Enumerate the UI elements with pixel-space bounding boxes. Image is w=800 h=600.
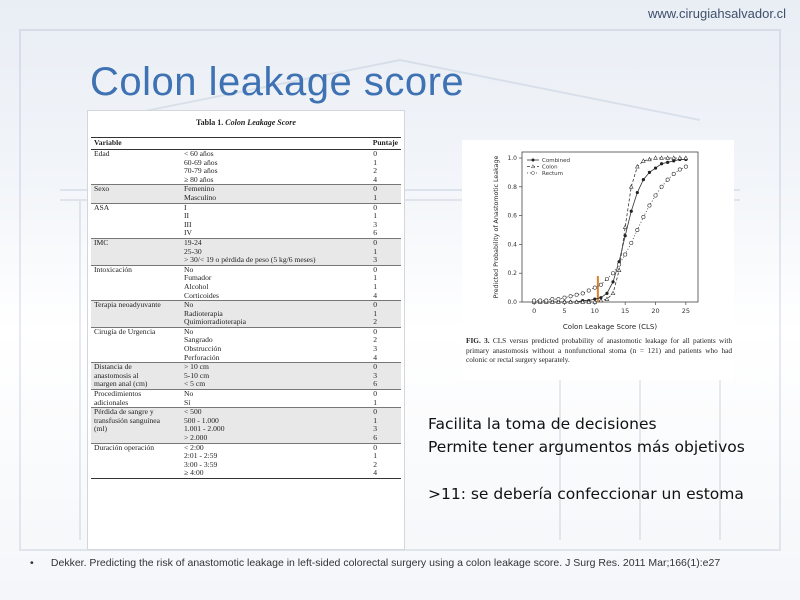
data-point-rectum xyxy=(648,204,651,207)
cell-variable xyxy=(91,327,181,362)
cell-points-line: 4 xyxy=(373,468,377,478)
data-point-combined xyxy=(672,159,675,162)
cell-points-line: 0 xyxy=(373,237,377,247)
cell-variable xyxy=(91,150,181,185)
table-row xyxy=(91,301,401,328)
cell-variable xyxy=(91,203,181,238)
cell-options-line: Fumador xyxy=(184,273,212,283)
cell-points-line: 0 xyxy=(373,202,377,212)
figure-caption xyxy=(466,336,732,365)
cell-points-line: 0 xyxy=(373,407,377,417)
data-point-combined xyxy=(648,171,651,174)
data-point-combined xyxy=(605,292,608,295)
y-tick-label: 0.6 xyxy=(507,212,517,220)
cell-options-line: Corticoides xyxy=(184,290,220,300)
reference xyxy=(30,557,790,569)
column-header-options xyxy=(181,138,367,150)
data-point-rectum xyxy=(636,228,639,231)
data-point-rectum xyxy=(630,241,633,244)
cell-options xyxy=(181,327,367,362)
cell-options-line: IV xyxy=(184,228,193,238)
cell-options-line: 60-69 años xyxy=(184,157,218,167)
cell-options-line: 19-24 xyxy=(184,237,202,247)
cell-variable-line: anastomosis al xyxy=(94,370,139,380)
legend-marker-rectum xyxy=(532,172,535,175)
y-tick-label: 0.8 xyxy=(507,183,517,191)
cell-options-line: 25-30 xyxy=(184,246,202,256)
cell-points-line: 3 xyxy=(373,219,377,229)
cell-variable xyxy=(91,443,181,478)
cell-variable-line: IMC xyxy=(94,237,109,247)
probability-figure xyxy=(462,140,734,380)
cell-points-line: 0 xyxy=(373,389,377,399)
cell-points xyxy=(367,363,401,390)
cell-points-line: 1 xyxy=(373,273,377,283)
cell-options-line: > 10 cm xyxy=(184,362,209,372)
cell-points xyxy=(367,265,401,300)
legend-marker-combined xyxy=(532,159,535,162)
cell-variable xyxy=(91,408,181,443)
cell-options-line: III xyxy=(184,219,192,229)
cell-options xyxy=(181,301,367,328)
x-tick-label: 10 xyxy=(590,307,599,315)
cell-points-line: 3 xyxy=(373,255,377,265)
y-tick-label: 0.4 xyxy=(507,241,517,249)
cell-options-line: No xyxy=(184,389,194,399)
data-point-rectum xyxy=(587,289,590,292)
cell-options-line: Radioterapia xyxy=(184,308,223,318)
column-header-points: Puntaje xyxy=(367,138,401,150)
x-tick-label: 0 xyxy=(532,307,537,315)
cell-variable-line: Duración operación xyxy=(94,442,155,452)
data-point-rectum xyxy=(660,185,663,188)
data-point-combined xyxy=(636,191,639,194)
cell-options-line: II xyxy=(184,211,190,221)
cell-points-line: 3 xyxy=(373,370,377,380)
table-row xyxy=(91,150,401,185)
cell-points-line: 2 xyxy=(373,166,377,176)
cell-variable-line: Distancia de xyxy=(94,362,132,372)
table-row xyxy=(91,185,401,203)
cell-points-line: 2 xyxy=(373,459,377,469)
cell-points xyxy=(367,327,401,362)
cell-options-line: Sí xyxy=(184,397,191,407)
x-tick-label: 5 xyxy=(562,307,567,315)
cell-options-line: No xyxy=(184,300,194,310)
figure-caption-label: FIG. 3. xyxy=(466,336,490,345)
series-line-combined xyxy=(534,159,686,302)
cell-variable xyxy=(91,265,181,300)
cell-options xyxy=(181,363,367,390)
data-point-combined xyxy=(654,166,657,169)
cell-variable-line: Sexo xyxy=(94,184,110,194)
cell-points-line: 1 xyxy=(373,192,377,202)
legend-label-colon: Colon xyxy=(542,164,558,171)
legend-label-combined: Combined xyxy=(542,158,570,164)
cell-points-line: 6 xyxy=(373,433,377,442)
cell-points-line: 6 xyxy=(373,379,377,389)
cell-options-line: > 2.000 xyxy=(184,433,208,442)
table-caption-prefix: Tabla 1. xyxy=(196,118,224,127)
cell-options-line: ≥ 4:00 xyxy=(184,468,204,478)
data-point-colon xyxy=(623,225,627,228)
cell-options-line: I xyxy=(184,202,187,212)
cell-points-line: 4 xyxy=(373,290,377,300)
table-row xyxy=(91,203,401,238)
column-header-variable: Variable xyxy=(91,138,181,150)
table-row xyxy=(91,327,401,362)
cell-points xyxy=(367,443,401,478)
cell-options-line: Alcohol xyxy=(184,281,209,291)
table-row xyxy=(91,363,401,390)
note-line-1: Facilita la toma de decisiones xyxy=(428,415,657,433)
cell-variable-line: Edad xyxy=(94,149,110,158)
cell-variable-line: Pérdida de sangre y xyxy=(94,407,154,417)
data-point-rectum xyxy=(593,286,596,289)
cell-points-line: 4 xyxy=(373,352,377,362)
cell-options-line: No xyxy=(184,326,194,336)
cell-points-line: 4 xyxy=(373,174,377,184)
data-point-combined xyxy=(611,280,614,283)
table-row xyxy=(91,443,401,478)
data-point-colon xyxy=(611,291,615,294)
cell-options-line: 5-10 cm xyxy=(184,370,210,380)
cell-options-line: > 30/< 19 o pérdida de peso (5 kg/6 meses) xyxy=(184,255,316,265)
cell-options xyxy=(181,203,367,238)
probability-chart xyxy=(462,140,734,336)
cell-variable-line: (ml) xyxy=(94,424,108,434)
cell-points-line: 2 xyxy=(373,317,377,327)
data-point-rectum xyxy=(678,168,681,171)
cell-variable xyxy=(91,301,181,328)
cell-points xyxy=(367,238,401,265)
notes xyxy=(428,413,788,506)
cell-points xyxy=(367,150,401,185)
cell-options xyxy=(181,408,367,443)
data-point-rectum xyxy=(551,297,554,300)
x-tick-label: 25 xyxy=(681,307,691,315)
cell-points-line: 0 xyxy=(373,300,377,310)
y-axis-label: Predicted Probability of Anastomotic Leakage xyxy=(493,155,500,299)
cell-options xyxy=(181,238,367,265)
data-point-rectum xyxy=(654,194,657,197)
cell-options-line: 70-79 años xyxy=(184,166,218,176)
y-tick-label: 0.0 xyxy=(507,299,517,306)
figure-caption-text: CLS versus predicted probability of anastomotic leakage for all patients with primary anastomosis without a nonfunctional stoma (n = 121) and patients who had colonic or rectal surgery separately. xyxy=(466,336,733,364)
note-gap xyxy=(428,459,788,483)
y-tick-label: 0.2 xyxy=(507,270,517,278)
table-caption-title: Colon Leakage Score xyxy=(225,118,296,127)
cell-points-line: 1 xyxy=(373,451,377,461)
cell-points-line: 0 xyxy=(373,442,377,452)
cell-options xyxy=(181,185,367,203)
cell-variable-line: margen anal (cm) xyxy=(94,379,148,389)
data-point-rectum xyxy=(617,263,620,266)
cell-variable-line: adicionales xyxy=(94,397,129,407)
cell-points-line: 3 xyxy=(373,424,377,434)
cell-options-line: Sangrado xyxy=(184,335,213,345)
data-point-combined xyxy=(660,162,663,165)
table-body xyxy=(91,150,401,479)
y-tick-label: 1.0 xyxy=(507,155,517,162)
data-point-rectum xyxy=(605,277,608,280)
slide-title: Colon leakage score xyxy=(90,60,465,104)
cell-options-line: 3:00 - 3:59 xyxy=(184,459,218,469)
data-point-rectum xyxy=(539,299,542,302)
reference-text: Dekker. Predicting the risk of anastomotic leakage in left-sided colorectal surgery using a colon leakage score. J Surg Res. 2011 Mar;166(1):e27 xyxy=(50,557,721,569)
x-tick-label: 20 xyxy=(651,307,660,315)
cell-points-line: 6 xyxy=(373,228,377,238)
note-line-2: Permite tener argumentos más objetivos xyxy=(428,438,745,456)
cell-variable-line: transfusión sanguínea xyxy=(94,415,161,425)
data-point-rectum xyxy=(672,172,675,175)
data-point-colon xyxy=(629,185,633,188)
cell-options-line: 500 - 1.000 xyxy=(184,415,219,425)
cell-options-line: Quimiorradioterapia xyxy=(184,317,246,327)
cell-options-line: Femenino xyxy=(184,184,215,194)
data-point-rectum xyxy=(557,297,560,300)
cell-options-line: < 5 cm xyxy=(184,379,206,389)
cell-options-line: ≥ 80 años xyxy=(184,174,214,184)
cell-variable-line: Procedimientos xyxy=(94,389,142,399)
cell-options-line: No xyxy=(184,264,194,274)
data-point-combined xyxy=(642,178,645,181)
cell-options-line: Obstrucción xyxy=(184,344,222,354)
cell-variable xyxy=(91,390,181,408)
cell-options-line: Masculino xyxy=(184,192,217,202)
cell-points-line: 1 xyxy=(373,397,377,407)
cell-points xyxy=(367,390,401,408)
cell-points-line: 1 xyxy=(373,246,377,256)
data-point-rectum xyxy=(642,215,645,218)
cell-points-line: 3 xyxy=(373,344,377,354)
cell-points-line: 1 xyxy=(373,308,377,318)
table-row xyxy=(91,265,401,300)
data-point-rectum xyxy=(599,283,602,286)
legend-label-rectum: Rectum xyxy=(542,171,563,177)
colon-leakage-score-table xyxy=(87,110,405,550)
cell-options-line: Perforación xyxy=(184,352,220,362)
x-axis-label: Colon Leakage Score (CLS) xyxy=(562,323,658,331)
cell-points-line: 0 xyxy=(373,362,377,372)
cell-options-line: 2:01 - 2:59 xyxy=(184,451,218,461)
data-point-rectum xyxy=(575,293,578,296)
data-point-colon xyxy=(599,299,603,302)
cell-options-line: < 2:00 xyxy=(184,442,204,452)
cell-variable-line: ASA xyxy=(94,202,110,212)
table-row xyxy=(91,238,401,265)
cell-points xyxy=(367,301,401,328)
cell-variable xyxy=(91,238,181,265)
cell-points-line: 0 xyxy=(373,149,377,158)
data-point-colon xyxy=(617,268,621,271)
cell-points-line: 1 xyxy=(373,415,377,425)
cell-points-line: 1 xyxy=(373,281,377,291)
score-table xyxy=(91,137,401,479)
reference-bullet: • xyxy=(30,557,34,569)
cell-variable xyxy=(91,185,181,203)
cell-variable-line: Intoxicación xyxy=(94,264,132,274)
cell-points xyxy=(367,203,401,238)
table-row xyxy=(91,408,401,443)
data-point-rectum xyxy=(684,165,687,168)
data-point-rectum xyxy=(569,295,572,298)
cell-variable xyxy=(91,363,181,390)
cell-points-line: 0 xyxy=(373,264,377,274)
cell-options xyxy=(181,390,367,408)
data-point-rectum xyxy=(666,178,669,181)
cell-options-line: < 60 años xyxy=(184,149,214,158)
cell-points-line: 0 xyxy=(373,184,377,194)
table-caption xyxy=(88,118,404,127)
cell-variable-line: Cirugía de Urgencia xyxy=(94,326,156,336)
cell-points xyxy=(367,408,401,443)
data-point-rectum xyxy=(532,299,535,302)
data-point-combined xyxy=(630,210,633,213)
cell-options xyxy=(181,443,367,478)
data-point-rectum xyxy=(581,292,584,295)
data-point-combined xyxy=(666,161,669,164)
cell-points xyxy=(367,185,401,203)
cell-points-line: 2 xyxy=(373,335,377,345)
cell-points-line: 1 xyxy=(373,211,377,221)
cell-options xyxy=(181,150,367,185)
data-point-rectum xyxy=(545,299,548,302)
series-line-colon xyxy=(534,158,686,302)
cell-points-line: 0 xyxy=(373,326,377,336)
cell-options-line: 1.001 - 2.000 xyxy=(184,424,225,434)
site-url: www.cirugiahsalvador.cl xyxy=(647,6,786,21)
cell-options xyxy=(181,265,367,300)
data-point-rectum xyxy=(623,253,626,256)
x-tick-label: 15 xyxy=(621,307,630,315)
note-line-3: >11: se debería confeccionar un estoma xyxy=(428,485,744,503)
cell-options-line: < 500 xyxy=(184,407,202,417)
data-point-rectum xyxy=(611,272,614,275)
table-row xyxy=(91,390,401,408)
data-point-rectum xyxy=(563,296,566,299)
cell-variable-line: Terapia neoadyuvante xyxy=(94,300,161,310)
cell-points-line: 1 xyxy=(373,157,377,167)
